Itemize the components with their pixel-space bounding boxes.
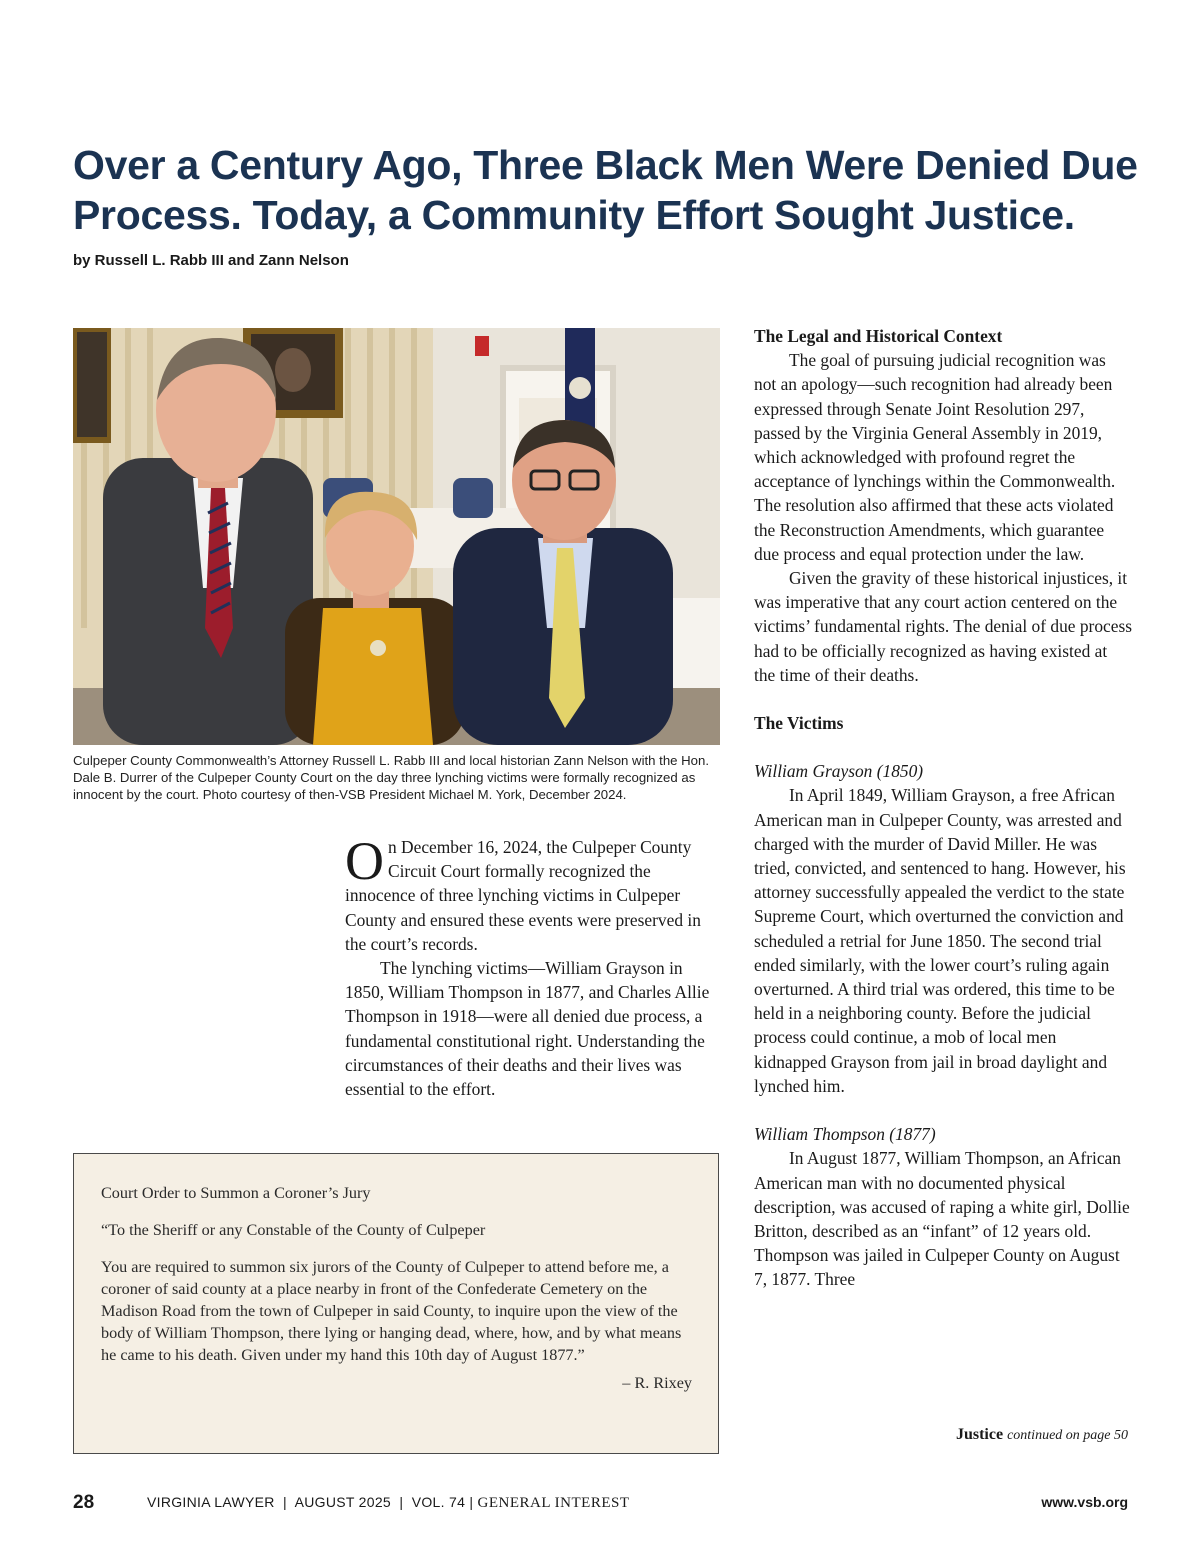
context-paragraph-1: The goal of pursuing judicial recognition was not an apology—such recognition had already been expressed through Senate Joint Resolution 297, passed by the Virginia General Assembly in 2019, which acknowledged with profound regret the acceptance of lynchings within the Commonwealth. The resolution also affirmed that these acts violated the Reconstruction Amendments, which guarantee due process and equal protection under the law. — [754, 350, 1116, 564]
magazine-info: VIRGINIA LAWYER | AUGUST 2025 | VOL. 74 | GENERAL INTEREST — [147, 1494, 630, 1511]
court-order-signature: – R. Rixey — [622, 1374, 692, 1392]
intro-paragraph-1: On December 16, 2024, the Culpeper County Circuit Court formally recognized the innocence of three lynching victims in Culpeper County and ensured these events were preserved in the court’s records. — [345, 831, 701, 954]
page-number: 28 — [73, 1492, 95, 1513]
intro-column — [345, 831, 720, 1101]
right-column — [754, 324, 1132, 1292]
court-order-title: Court Order to Summon a Coroner’s Jury — [101, 1184, 371, 1202]
continued-text: continued on page 50 — [1007, 1428, 1128, 1443]
grayson-subheading: William Grayson (1850) — [754, 761, 924, 782]
thompson-paragraph: In August 1877, William Thompson, an African American man with no documented physical description, was accused of raping a white girl, Dollie Britton, described as an “infant” of 12 years old. Thompson was jailed in Culpeper County on August 7, 1877. Three — [754, 1148, 1130, 1290]
byline: by Russell L. Rabb III and Zann Nelson — [73, 252, 349, 269]
section-name: GENERAL INTEREST — [477, 1495, 630, 1511]
article-title: Over a Century Ago, Three Black Men Were Denied Due Process. Today, a Community Effort Sought Justice. — [73, 142, 1138, 238]
photo-caption: Culpeper County Commonwealth’s Attorney Russell L. Rabb III and local historian Zann Nelson with the Hon. Dale B. Durrer of the Culpeper County Court on the day three lynching victims were formally recognized as innocent by the court. Photo courtesy of then-VSB President Michael M. York, December 2024. — [73, 753, 710, 802]
court-order-body: You are required to summon six jurors of the County of Culpeper to attend before me, a coroner of said county at a place nearby in front of the Confederate Cemetery on the Madison Road from the town of Culpeper in said County, to inquire upon the view of the body of William Thompson, there lying or hanging dead, where, how, and by what means he came to his death. Given under my hand this 10th day of August 1877.” — [101, 1258, 682, 1364]
website-url: www.vsb.org — [1041, 1494, 1128, 1510]
context-paragraph-2: Given the gravity of these historical injustices, it was imperative that any court action centered on the victims’ fundamental rights. The denial of due process had to be officially recognized as having existed at the time of their deaths. — [754, 568, 1132, 685]
victims-heading: The Victims — [754, 713, 844, 734]
continued-notice — [956, 1426, 1128, 1444]
court-order-sidebar — [73, 1153, 719, 1454]
continued-word: Justice — [955, 1426, 1004, 1443]
context-heading: The Legal and Historical Context — [754, 326, 1003, 346]
drop-cap: O — [345, 831, 384, 891]
article-photo — [73, 328, 720, 745]
grayson-paragraph: In April 1849, William Grayson, a free African American man in Culpeper County, was arrested and charged with the murder of David Miller. He was tried, convicted, and sentenced to hang. However, his attorney successfully appealed the verdict to the state Supreme Court, which overturned the conviction and scheduled a retrial for June 1850. The second trial ended similarly, with the lower court’s ruling again overturned. A third trial was ordered, this time to be held in a neighboring county. Before the judicial process could continue, a mob of local men kidnapped Grayson from jail in broad daylight and lynched him. — [754, 785, 1126, 1096]
intro-paragraph-2: The lynching victims—William Grayson in 1850, William Thompson in 1877, and Charles Allie Thompson in 1918—were all denied due process, a fundamental constitutional right. Understanding the circumstances of their deaths and their lives was essential to the effort. — [345, 958, 710, 1100]
court-order-salutation: “To the Sheriff or any Constable of the County of Culpeper — [101, 1221, 486, 1239]
thompson-subheading: William Thompson (1877) — [754, 1124, 936, 1145]
